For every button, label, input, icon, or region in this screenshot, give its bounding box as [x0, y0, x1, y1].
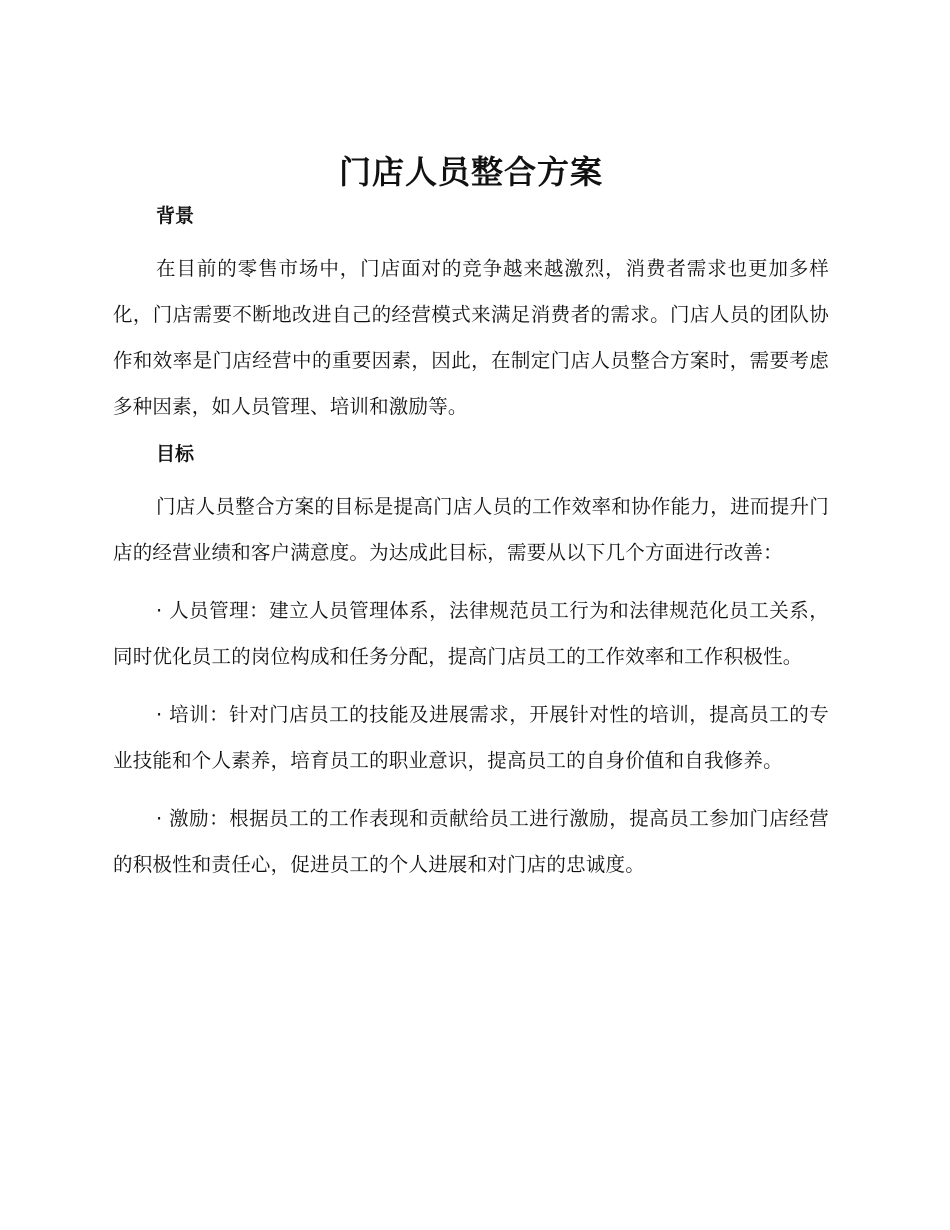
section-heading-goal: 目标 [156, 443, 195, 465]
document-content [113, 148, 829, 900]
bullet-personnel-management: · 人员管理：建立人员管理体系，法律规范员工行为和法律规范化员工关系，同时优化员工的岗位构成和任务分配，提高门店员工的工作效率和工作积极性。 [113, 599, 829, 668]
background-paragraph: 在目前的零售市场中，门店面对的竞争越来越激烈，消费者需求也更加多样化，门店需要不断地改进自己的经营模式来满足消费者的需求。门店人员的团队协作和效率是门店经营中的重要因素，因此，在制定门店人员整合方案时，需要考虑多种因素，如人员管理、培训和激励等。 [113, 257, 829, 418]
goal-paragraph: 门店人员整合方案的目标是提高门店人员的工作效率和协作能力，进而提升门店的经营业绩和客户满意度。为达成此目标，需要从以下几个方面进行改善： [113, 495, 829, 564]
section-background [113, 200, 829, 430]
document-title: 门店人员整合方案 [338, 153, 603, 191]
bullet-incentive: · 激励：根据员工的工作表现和贡献给员工进行激励，提高员工参加门店经营的积极性和责任心，促进员工的个人进展和对门店的忠诚度。 [113, 807, 829, 876]
bullet-training: · 培训：针对门店员工的技能及进展需求，开展针对性的培训，提高员工的专业技能和个人素养，培育员工的职业意识，提高员工的自身价值和自我修养。 [113, 703, 829, 772]
section-goal [113, 438, 829, 888]
section-heading-background: 背景 [156, 205, 195, 227]
